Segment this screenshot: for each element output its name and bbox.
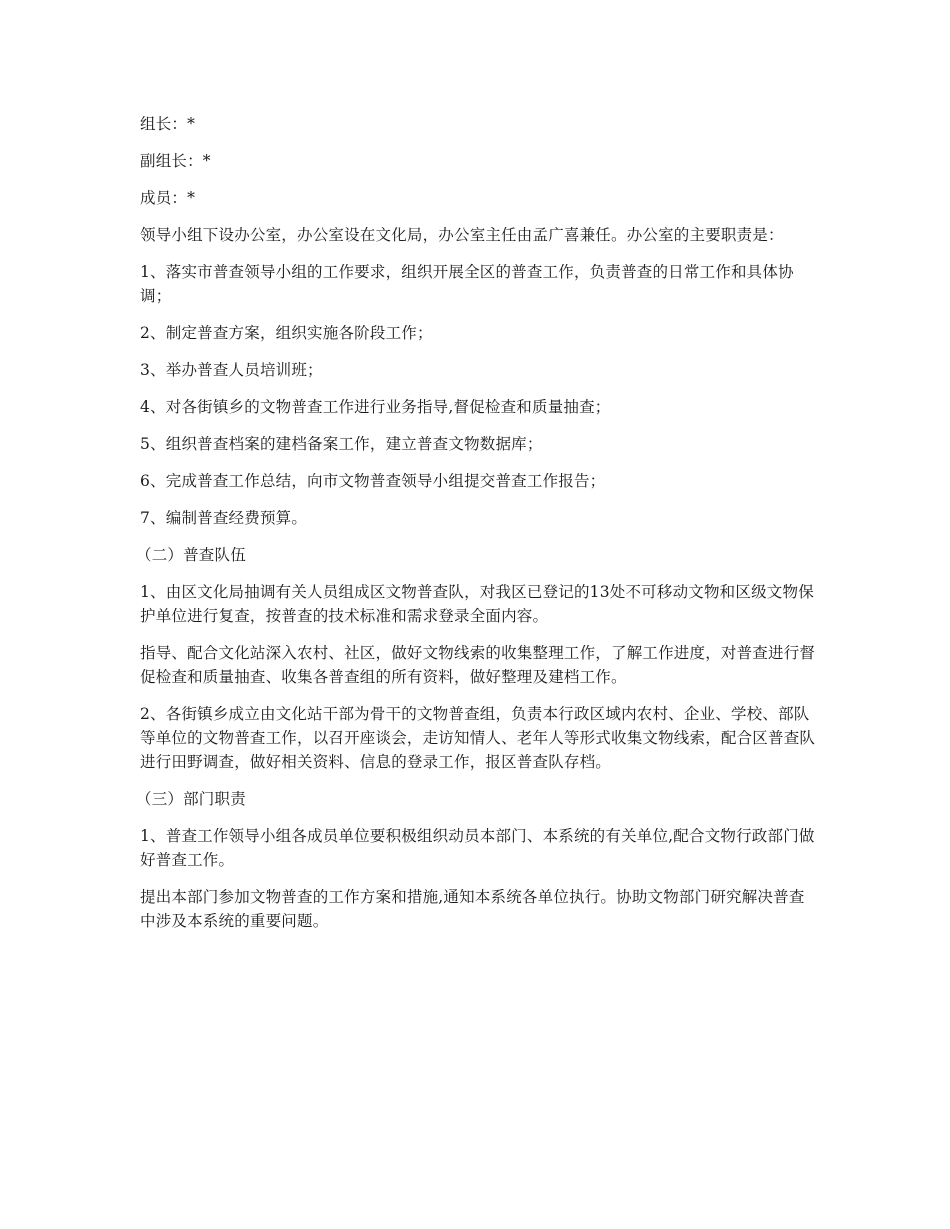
survey-team-guidance-paragraph: 指导、配合文化站深入农村、社区，做好文物线索的收集整理工作，了解工作进度，对普查进行督促检查和质量抽查、收集各普查组的所有资料，做好整理及建档工作。 xyxy=(140,644,816,686)
survey-team-item-1: 1、由区文化局抽调有关人员组成区文物普查队，对我区已登记的13处不可移动文物和区级文物保护单位进行复查，按普查的技术标准和需求登录全面内容。 xyxy=(140,583,814,625)
office-duty-7: 7、编制普查经费预算。 xyxy=(140,509,308,527)
office-duty-5: 5、组织普查档案的建档备案工作，建立普查文物数据库； xyxy=(140,435,543,453)
deputy-leader-line: 副组长：* xyxy=(140,152,211,170)
members-line: 成员：* xyxy=(140,189,196,207)
team-leader-line: 组长：* xyxy=(140,115,196,133)
office-duty-6: 6、完成普查工作总结，向市文物普查领导小组提交普查工作报告； xyxy=(140,472,606,490)
office-duty-1: 1、落实市普查领导小组的工作要求，组织开展全区的普查工作，负责普查的日常工作和具体协调； xyxy=(140,263,794,305)
office-duty-4: 4、对各街镇乡的文物普查工作进行业务指导,督促检查和质量抽查； xyxy=(140,398,611,416)
department-duty-plan-paragraph: 提出本部门参加文物普查的工作方案和措施,通知本系统各单位执行。协助文物部门研究解决普查中涉及本系统的重要问题。 xyxy=(140,888,805,930)
office-duty-2: 2、制定普查方案，组织实施各阶段工作； xyxy=(140,324,433,342)
survey-team-item-2: 2、各街镇乡成立由文化站干部为骨干的文物普查组，负责本行政区域内农村、企业、学校、部队等单位的文物普查工作，以召开座谈会，走访知情人、老年人等形式收集文物线索，配合区普查队进行田野调查，做好相关资料、信息的登录工作，报区普查队存档。 xyxy=(140,705,816,771)
section-heading-survey-team: （二）普查队伍 xyxy=(136,546,246,564)
office-intro-paragraph: 领导小组下设办公室，办公室设在文化局，办公室主任由孟广喜兼任。办公室的主要职责是： xyxy=(140,226,784,244)
department-duty-1: 1、普查工作领导小组各成员单位要积极组织动员本部门、本系统的有关单位,配合文物行政部门做好普查工作。 xyxy=(140,827,815,869)
document-page xyxy=(136,112,820,946)
office-duty-3: 3、举办普查人员培训班； xyxy=(140,361,323,379)
section-heading-department-duties: （三）部门职责 xyxy=(136,790,246,808)
